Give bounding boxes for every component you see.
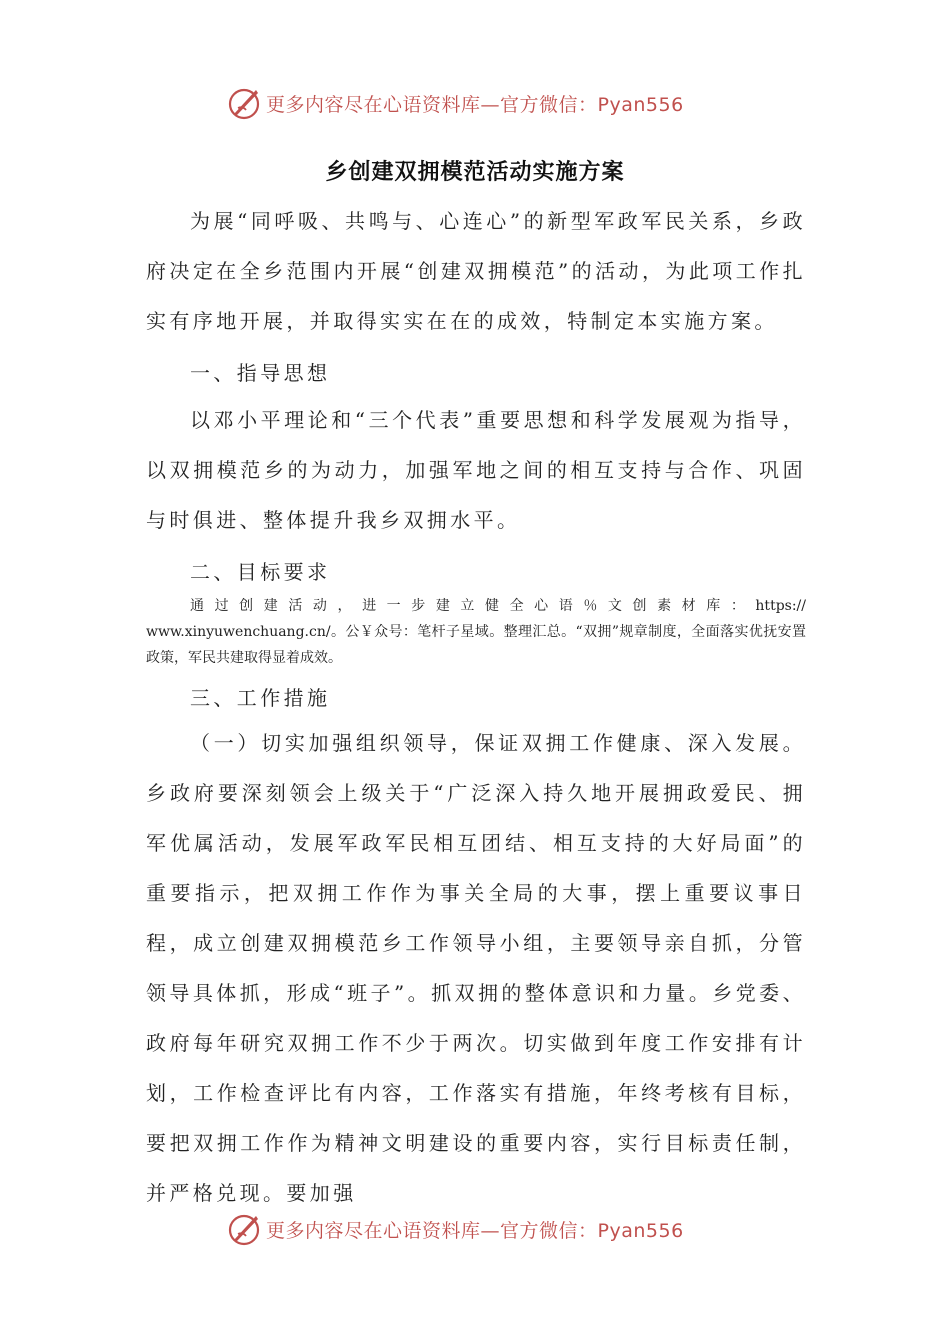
banner-wechat-id: Pyan556 [597,1220,684,1242]
quill-seal-logo-icon [226,1210,264,1248]
header-banner [0,84,950,124]
section-3-heading: 三、工作措施 [190,686,331,710]
document-title: 乡创建双拥模范活动实施方案 [325,160,625,185]
banner-wechat-id: Pyan556 [597,94,684,116]
section-2-rest: www.xinyuwenchuang.cn/。公￥众号：笔杆子星域。整理汇总。“双拥”规章制度，全面落实优抚安置政策，军民共建取得显着成效。 [146,624,806,666]
intro-paragraph: 为展“同呼吸、共鸣与、心连心”的新型军政军民关系，乡政府决定在全乡范围内开展“创建双拥模范”的活动，为此项工作扎实有序地开展，并取得实实在在的成效，特制定本实施方案。 [146,209,806,333]
footer-banner [0,1210,950,1250]
banner-text: 更多内容尽在心语资料库—官方微信：Pyan556 [266,94,684,116]
section-2-heading: 二、目标要求 [190,560,331,584]
banner-text: 更多内容尽在心语资料库—官方微信：Pyan556 [266,1220,684,1242]
quill-seal-logo-icon [226,84,264,122]
section-1-body: 以邓小平理论和“三个代表”重要思想和科学发展观为指导，以双拥模范乡的为动力，加强军地之间的相互支持与合作、巩固与时俱进、整体提升我乡双拥水平。 [146,408,806,532]
section-3-body: （一）切实加强组织领导，保证双拥工作健康、深入发展。乡政府要深刻领会上级关于“广泛深入持久地开展拥政爱民、拥军优属活动，发展军政军民相互团结、相互支持的大好局面”的重要指示，把双拥工作作为事关全局的大事，摆上重要议事日程，成立创建双拥模范乡工作领导小组，主要领导亲自抓，分管领导具体抓，形成“班子”。抓双拥的整体意识和力量。乡党委、政府每年研究双拥工作不少于两次。切实做到年度工作安排有计划，工作检查评比有内容，工作落实有措施，年终考核有目标，要把双拥工作作为精神文明建设的重要内容，实行目标责任制，并严格兑现。要加强 [146,731,806,1205]
section-2-line-1: 通过创建活动，进一步建立健全心语％文创素材库：https:// [190,598,806,614]
section-1-heading: 一、指导思想 [190,361,331,385]
section-2-body [146,593,806,671]
